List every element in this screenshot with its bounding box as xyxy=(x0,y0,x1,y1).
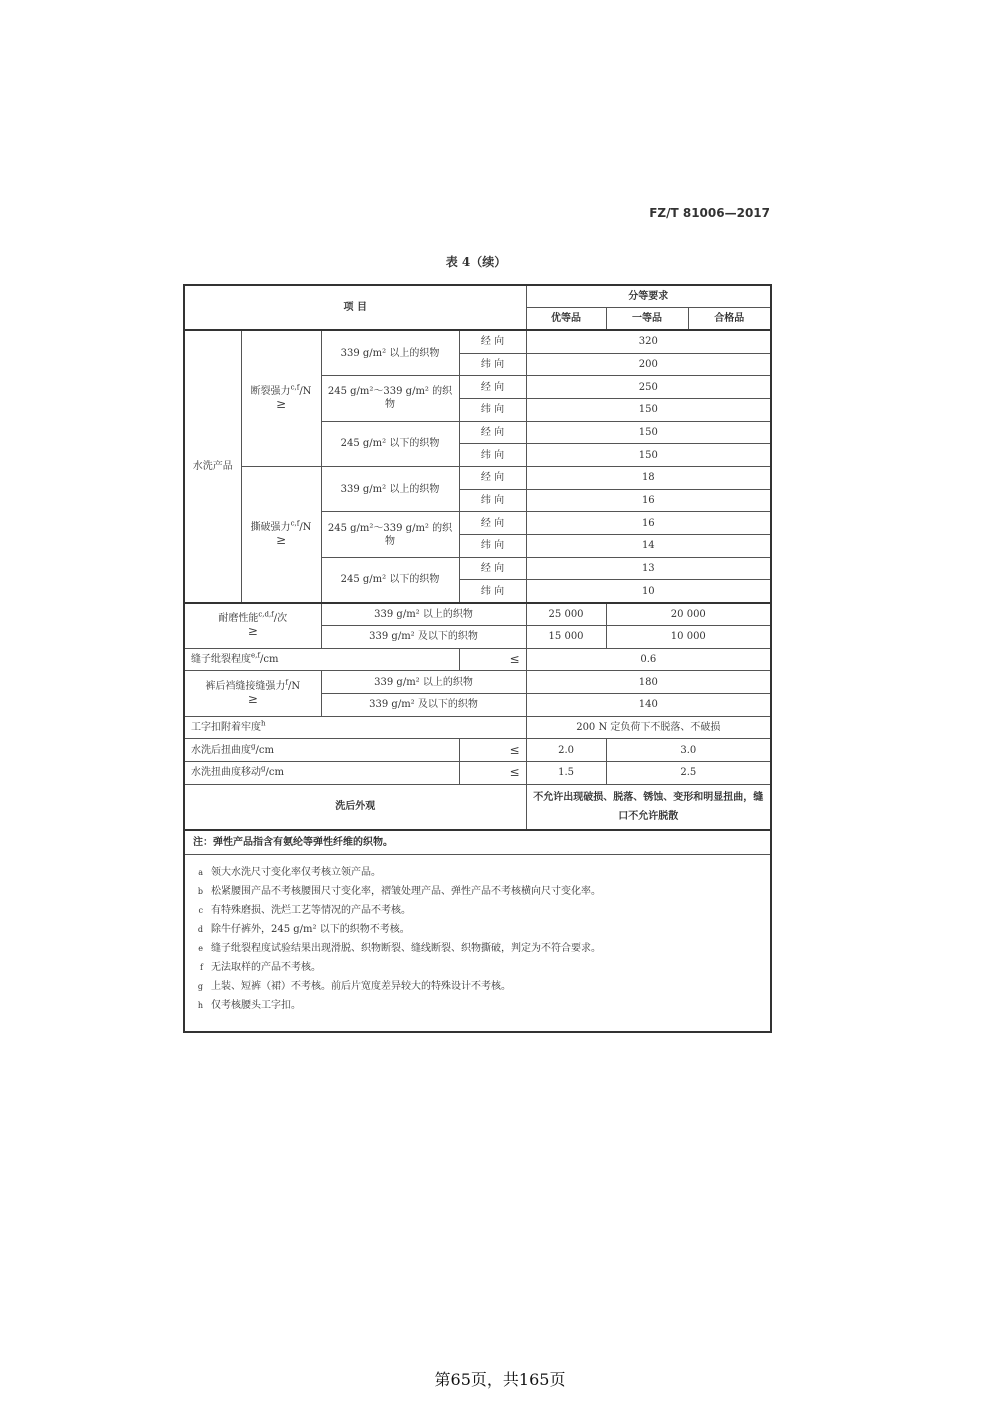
table-row xyxy=(184,330,771,353)
tear-value: 18 xyxy=(526,467,771,490)
button-value: 200 N 定负荷下不脱落、不破损 xyxy=(526,716,771,739)
tear-value: 14 xyxy=(526,535,771,558)
footnote: e 缝子纰裂程度试验结果出现滑脱、织物断裂、缝线断裂、织物撕破，判定为不符合要求。 xyxy=(198,942,601,954)
twist-move-value: 2.5 xyxy=(606,761,771,784)
footnote: d 除牛仔裤外，245 g/m² 以下的织物不考核。 xyxy=(197,923,410,935)
crotch-seam-label: 裤后裆缝接缝强力$^f$/N ≥ xyxy=(184,671,321,716)
note-row xyxy=(184,830,771,854)
crotch-seam-value: 180 xyxy=(526,671,771,694)
abrasion-value: 20 000 xyxy=(606,603,771,626)
dir-weft: 纬 向 xyxy=(459,398,526,421)
weight-above-339: 339 g/m² 以上的织物 xyxy=(321,603,526,626)
abrasion-value: 15 000 xyxy=(526,625,606,648)
weight-below-245: 245 g/m² 以下的织物 xyxy=(321,421,459,466)
standard-code: FZ/T 81006—2017 xyxy=(649,206,770,220)
break-value: 250 xyxy=(526,376,771,399)
dir-warp: 经 向 xyxy=(459,467,526,490)
seam-slip-label: 缝子纰裂程度$^{e,f}$/cm xyxy=(184,648,459,671)
footnotes-row xyxy=(184,854,771,1032)
button-label: 工字扣附着牢度$^h$ xyxy=(184,716,526,739)
break-strength-label: 断裂强力$^{c,f}$/N ≥ xyxy=(241,330,321,466)
break-value: 320 xyxy=(526,330,771,353)
dir-weft: 纬 向 xyxy=(459,489,526,512)
weight-above-339: 339 g/m² 以上的织物 xyxy=(321,330,459,375)
twist-value: 3.0 xyxy=(606,739,771,762)
table-note: 注：弹性产品指含有氨纶等弹性纤维的织物。 xyxy=(184,830,771,854)
footnote: c 有特殊磨损、洗烂工艺等情况的产品不考核。 xyxy=(198,904,411,916)
seam-slip-value: 0.6 xyxy=(526,648,771,671)
appearance-value: 不允许出现破损、脱落、锈蚀、变形和明显扭曲，缝口不允许脱散 xyxy=(526,784,771,830)
break-value: 150 xyxy=(526,421,771,444)
dir-warp: 经 向 xyxy=(459,512,526,535)
dir-weft: 纬 向 xyxy=(459,580,526,603)
tear-value: 16 xyxy=(526,512,771,535)
dir-warp: 经 向 xyxy=(459,421,526,444)
appearance-label: 洗后外观 xyxy=(184,784,526,830)
abrasion-value: 10 000 xyxy=(606,625,771,648)
weight-above-339: 339 g/m² 以上的织物 xyxy=(321,671,526,694)
washed-product-label: 水洗产品 xyxy=(184,330,241,602)
weight-le-339: 339 g/m² 及以下的织物 xyxy=(321,693,526,716)
table-row xyxy=(184,648,771,671)
page-number: 第65页，共165页 xyxy=(434,1370,566,1389)
le-sign: ≤ xyxy=(459,739,526,762)
dir-weft: 纬 向 xyxy=(459,535,526,558)
dir-warp: 经 向 xyxy=(459,330,526,353)
break-value: 150 xyxy=(526,398,771,421)
table-row xyxy=(184,467,771,490)
grade-premium: 优等品 xyxy=(526,308,606,331)
footnotes xyxy=(184,854,771,1032)
tear-value: 10 xyxy=(526,580,771,603)
table-row xyxy=(184,739,771,762)
weight-245-339: 245 g/m²～339 g/m² 的织物 xyxy=(321,376,459,421)
dir-weft: 纬 向 xyxy=(459,444,526,467)
header-row-1 xyxy=(184,285,771,308)
tear-value: 13 xyxy=(526,557,771,580)
col-grade-header: 分等要求 xyxy=(526,285,771,308)
spec-table xyxy=(183,284,772,1033)
dir-warp: 经 向 xyxy=(459,557,526,580)
weight-245-339: 245 g/m²～339 g/m² 的织物 xyxy=(321,512,459,557)
abrasion-value: 25 000 xyxy=(526,603,606,626)
table-row xyxy=(184,671,771,694)
table-row xyxy=(184,784,771,830)
table-row xyxy=(184,761,771,784)
col-item-header: 项 目 xyxy=(184,285,526,330)
weight-above-339: 339 g/m² 以上的织物 xyxy=(321,467,459,512)
break-value: 200 xyxy=(526,353,771,376)
twist-move-label: 水洗扭曲度移动$^g$/cm xyxy=(184,761,459,784)
crotch-seam-value: 140 xyxy=(526,693,771,716)
le-sign: ≤ xyxy=(459,761,526,784)
tear-value: 16 xyxy=(526,489,771,512)
grade-qualified: 合格品 xyxy=(688,308,771,331)
twist-label: 水洗后扭曲度$^g$/cm xyxy=(184,739,459,762)
table-row xyxy=(184,716,771,739)
le-sign: ≤ xyxy=(459,648,526,671)
footnote: b 松紧腰围产品不考核腰围尺寸变化率，褶皱处理产品、弹性产品不考核横向尺寸变化率。 xyxy=(197,885,601,897)
grade-first: 一等品 xyxy=(606,308,688,331)
weight-below-245: 245 g/m² 以下的织物 xyxy=(321,557,459,602)
footnote: f 无法取样的产品不考核。 xyxy=(200,961,321,973)
dir-warp: 经 向 xyxy=(459,376,526,399)
table-title: 表 4（续） xyxy=(445,255,507,269)
abrasion-label: 耐磨性能$^{c,d,f}$/次 ≥ xyxy=(184,603,321,648)
table-row xyxy=(184,603,771,626)
dir-weft: 纬 向 xyxy=(459,353,526,376)
twist-value: 2.0 xyxy=(526,739,606,762)
tear-strength-label: 撕破强力$^{c,f}$/N ≥ xyxy=(241,467,321,603)
footnote: g 上装、短裤（裙）不考核。前后片宽度差异较大的特殊设计不考核。 xyxy=(197,980,511,992)
weight-le-339: 339 g/m² 及以下的织物 xyxy=(321,625,526,648)
footnote: h 仅考核腰头工字扣。 xyxy=(197,999,301,1011)
break-value: 150 xyxy=(526,444,771,467)
footnote: a 领大水洗尺寸变化率仅考核立领产品。 xyxy=(198,866,381,878)
twist-move-value: 1.5 xyxy=(526,761,606,784)
